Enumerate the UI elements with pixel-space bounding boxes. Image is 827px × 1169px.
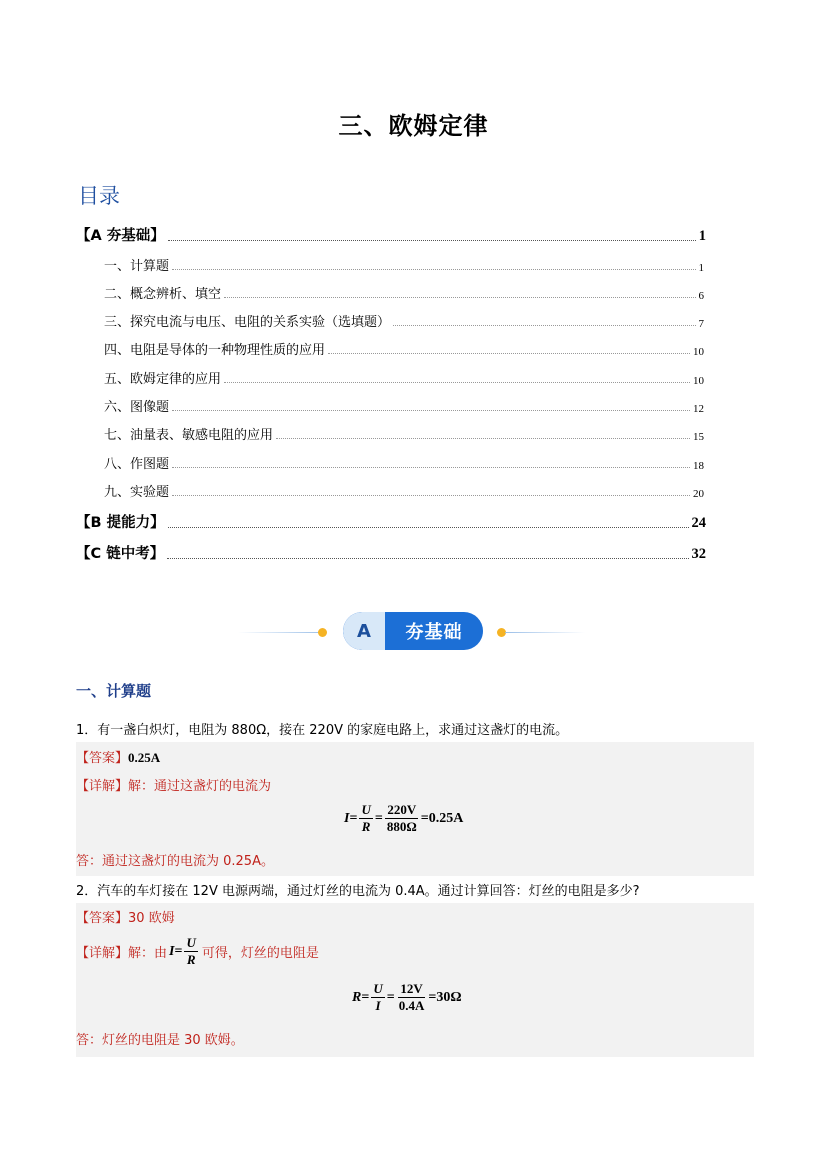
detail-text-post: 可得，灯丝的电阻是 <box>201 946 319 961</box>
fraction-symbolic <box>359 802 372 835</box>
toc-item[interactable] <box>104 368 704 387</box>
formula: R = $\frac{U}{I}$ = $\frac{12V}{0.4A}$ = 30Ω <box>352 981 462 1013</box>
fraction-numerator: U <box>373 981 383 996</box>
toc-leader <box>167 558 688 559</box>
toc-section-label: 【A 夯基础】 <box>76 228 165 244</box>
answer-line <box>76 747 160 766</box>
toc-page-number: 15 <box>693 431 704 443</box>
question-2-solution <box>76 903 754 1057</box>
toc-section-label: 【B 提能力】 <box>76 515 165 531</box>
toc-leader <box>168 240 696 241</box>
fraction-denominator: R <box>186 952 196 967</box>
toc-item-label: 一、计算题 <box>104 259 170 274</box>
toc-page-number: 7 <box>698 318 704 330</box>
section-banner <box>343 612 483 650</box>
toc-section-a[interactable] <box>76 224 706 245</box>
formula: I = $\frac{U}{R}$ = $\frac{220V}{880\Omega}$ = 0.25A <box>344 802 464 834</box>
fraction-denominator: 0.4A <box>398 998 425 1013</box>
toc-item-label: 二、概念辨析、填空 <box>104 287 222 302</box>
section-heading: 一、计算题 <box>76 682 152 700</box>
toc-leader <box>224 382 690 383</box>
conclusion: 答：通过这盏灯的电流为 0.25A。 <box>76 854 274 869</box>
toc-section-c[interactable] <box>76 542 706 563</box>
toc-page-number: 24 <box>691 515 706 531</box>
formula-lhs: I <box>169 943 175 959</box>
toc-leader <box>172 269 695 270</box>
fraction-numerator: 12V <box>400 981 423 996</box>
toc-page-number: 1 <box>698 228 706 244</box>
toc-page-number: 20 <box>693 488 704 500</box>
toc-item-label: 八、作图题 <box>104 457 170 472</box>
toc-leader <box>172 495 690 496</box>
toc-heading: 目录 <box>78 184 120 208</box>
answer-value: 30 欧姆 <box>128 911 175 926</box>
question-1-solution <box>76 742 754 876</box>
question-2-text: 2．汽车的车灯接在 12V 电源两端，通过灯丝的电流为 0.4A。通过计算回答：灯丝的电阻是多少? <box>76 884 640 899</box>
formula-result: 30Ω <box>436 989 462 1005</box>
toc-page-number: 10 <box>693 375 704 387</box>
toc-page-number: 6 <box>698 290 704 302</box>
answer-value: 0.25A <box>128 750 161 765</box>
detail-text-pre: 解：由 <box>128 946 168 961</box>
fraction-numerator: U <box>186 935 196 950</box>
fraction-denominator: R <box>361 819 371 834</box>
answer-tag: 【答案】 <box>76 751 129 766</box>
banner-line-right <box>505 632 585 633</box>
answer-line <box>76 907 175 926</box>
fraction-symbolic <box>371 981 384 1014</box>
fraction-values <box>397 981 427 1014</box>
detail-tag: 【详解】 <box>76 946 129 961</box>
toc-item[interactable] <box>104 396 704 415</box>
conclusion: 答：灯丝的电阻是 30 欧姆。 <box>76 1033 244 1048</box>
toc-page-number: 10 <box>693 346 704 358</box>
detail-text: 解：通过这盏灯的电流为 <box>128 779 272 794</box>
answer-tag: 【答案】 <box>76 911 129 926</box>
toc-item[interactable] <box>104 311 704 330</box>
toc-item-label: 九、实验题 <box>104 485 170 500</box>
toc-leader <box>393 325 695 326</box>
toc-item-label: 七、油量表、敏感电阻的应用 <box>104 428 274 443</box>
question-1-text: 1．有一盏白炽灯，电阻为 880Ω，接在 220V 的家庭电路上，求通过这盏灯的电流。 <box>76 723 569 738</box>
formula-lhs: R <box>352 989 362 1005</box>
banner-dot-left <box>318 628 327 637</box>
detail-line <box>76 775 271 794</box>
banner-line-left <box>238 632 323 633</box>
fraction-denominator: 880Ω <box>386 819 417 834</box>
toc-item[interactable] <box>104 339 704 358</box>
fraction-numerator: U <box>361 802 371 817</box>
toc-item-label: 四、电阻是导体的一种物理性质的应用 <box>104 343 326 358</box>
toc-section-b[interactable] <box>76 511 706 532</box>
toc-page-number: 18 <box>693 460 704 472</box>
fraction-numerator: 220V <box>387 802 417 817</box>
banner-word: 夯基础 <box>405 622 463 643</box>
toc-item[interactable] <box>104 255 704 274</box>
toc-leader <box>224 297 695 298</box>
banner-letter: A <box>343 612 385 650</box>
detail-line <box>76 935 319 968</box>
toc-item-label: 六、图像题 <box>104 400 170 415</box>
toc-section-label: 【C 链中考】 <box>76 546 165 562</box>
fraction-symbolic <box>184 935 197 968</box>
toc-page-number: 12 <box>693 403 704 415</box>
toc-page-number: 1 <box>698 262 704 274</box>
detail-tag: 【详解】 <box>76 779 129 794</box>
toc-item[interactable] <box>104 481 704 500</box>
toc-item-label: 五、欧姆定律的应用 <box>104 372 222 387</box>
toc-leader <box>276 438 690 439</box>
toc-page-number: 32 <box>691 546 706 562</box>
toc-item[interactable] <box>104 453 704 472</box>
formula-lhs: I <box>344 810 350 826</box>
toc-item-label: 三、探究电流与电压、电阻的关系实验（选填题） <box>104 315 391 330</box>
formula-result: 0.25A <box>428 810 464 826</box>
toc-leader <box>328 353 690 354</box>
page-title: 三、欧姆定律 <box>338 112 489 140</box>
toc-item[interactable] <box>104 424 704 443</box>
toc-leader <box>172 410 690 411</box>
inline-formula: I = $\frac{U}{R}$ <box>169 935 196 967</box>
fraction-denominator: I <box>375 998 381 1013</box>
fraction-values <box>385 802 419 835</box>
toc-leader <box>168 527 689 528</box>
toc-leader <box>172 467 690 468</box>
toc-item[interactable] <box>104 283 704 302</box>
